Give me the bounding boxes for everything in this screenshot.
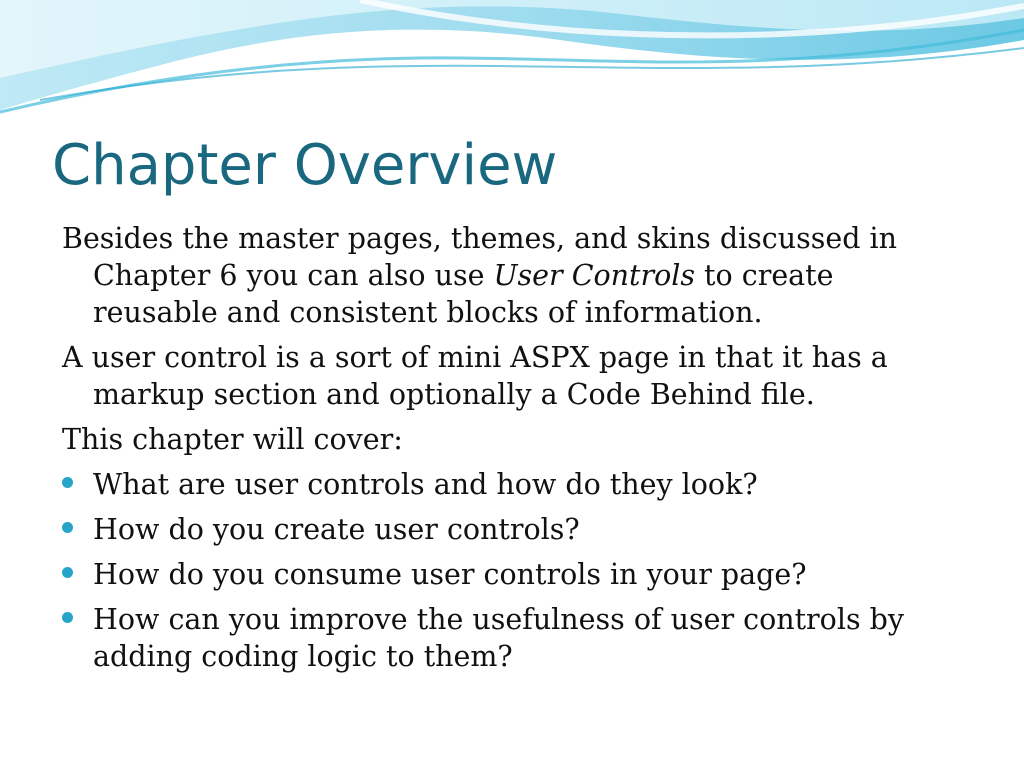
intro-paragraph xyxy=(62,220,962,331)
topic-item xyxy=(62,556,962,593)
topic-item xyxy=(62,466,962,503)
bullet-dot-icon xyxy=(62,567,73,578)
user-controls-emphasis: User Controls xyxy=(493,259,695,292)
wave-header-decoration xyxy=(0,0,1024,120)
bullet-dot-icon xyxy=(62,477,73,488)
topic-text: How can you improve the usefulness of user controls by adding coding logic to them? xyxy=(93,603,904,673)
bullet-dot-icon xyxy=(62,612,73,623)
topic-item xyxy=(62,511,962,548)
intro-text-after: to create reusable and consistent blocks of information. xyxy=(93,259,834,329)
topic-text: How do you consume user controls in your page? xyxy=(93,558,807,591)
definition-paragraph: A user control is a sort of mini ASPX page in that it has a markup section and optionally a Code Behind file. xyxy=(62,341,888,411)
topics-list xyxy=(62,466,962,675)
topic-item xyxy=(62,601,962,675)
topic-text: How do you create user controls? xyxy=(93,513,580,546)
topic-text: What are user controls and how do they look? xyxy=(93,468,758,501)
slide-body xyxy=(62,220,962,683)
slide-title: Chapter Overview xyxy=(52,133,558,198)
bullet-dot-icon xyxy=(62,522,73,533)
intro-text-before: Besides the master pages, themes, and skins discussed in Chapter 6 you can also use xyxy=(62,222,898,292)
coverage-intro: This chapter will cover: xyxy=(62,423,403,456)
